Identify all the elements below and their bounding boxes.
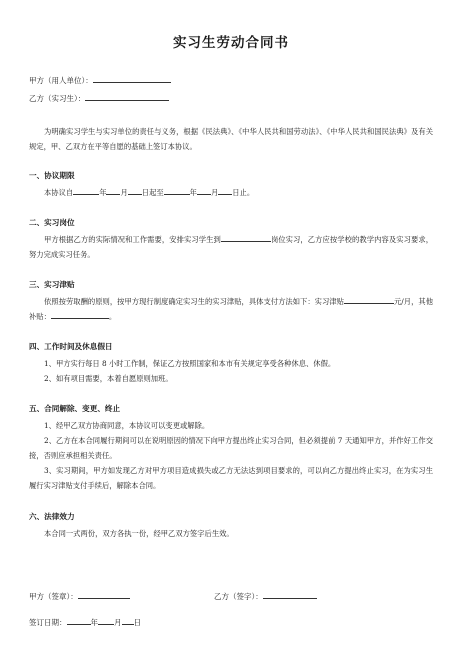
clause-paragraph: 1、经甲乙双方协商同意，本协议可以变更或解除。: [44, 421, 210, 430]
year-label: 年: [99, 188, 107, 197]
month-label: 月: [210, 188, 219, 197]
clause-paragraph: 本合同一式两份，双方各执一份，经甲乙双方签字后生效。: [44, 529, 234, 538]
allowance-amount-blank: [344, 295, 394, 304]
party-a-line: [29, 74, 433, 86]
allowance-text: 依照按劳取酬的原则，按甲方现行制度确定实习生的实习津贴，具体支付方法如下：实习津贴: [44, 297, 344, 306]
party-a-label: 甲方（用人单位）：: [29, 76, 93, 85]
party-b-signature: [214, 590, 317, 602]
clause-paragraph: 3、实习期间，甲方如发现乙方对甲方项目造成损失或乙方无法达到项目要求的，可以向乙方提出终止实习，在为实习生履行实习津贴支付手续后，解除本合同。: [29, 466, 433, 490]
section-working-hours: [29, 341, 433, 386]
sign-month-blank: [98, 616, 114, 625]
start-month-blank: [106, 186, 120, 195]
start-day-blank: [128, 186, 142, 195]
end-label: 日止。: [232, 188, 255, 197]
party-a-signature-label: 甲方（签章）：: [29, 592, 78, 601]
party-b-blank: [85, 92, 169, 101]
end-month-blank: [197, 186, 211, 195]
day-label: 日起至: [141, 188, 164, 197]
year-label: 年: [90, 618, 98, 627]
party-a-blank: [93, 74, 171, 83]
month-label: 月: [114, 618, 122, 627]
section-position: [29, 217, 433, 262]
start-year-blank: [73, 186, 99, 195]
signing-date-row: [29, 616, 433, 628]
party-b-signature-blank: [263, 590, 317, 599]
page-title: 实习生劳动合同书: [173, 35, 289, 51]
term-text: 本协议自: [44, 188, 74, 197]
position-text-after: 岗位实习，乙方应按学校的教学内容及实习要求，努力完成实习任务。: [29, 235, 434, 259]
section-term: [29, 170, 433, 200]
party-a-signature-blank: [78, 590, 130, 599]
month-label: 月: [120, 188, 128, 197]
section-heading: 四、工作时间及休息假日: [29, 342, 113, 351]
section-heading: 五、合同解除、变更、终止: [29, 404, 121, 413]
section-allowance: [29, 279, 433, 324]
allowance-paragraph: [29, 294, 433, 324]
section-heading: 三、实习津贴: [29, 280, 75, 289]
intro-paragraph: 为明确实习学生与实习单位的责任与义务，根据《民法典》、《中华人民共和国劳动法》、《中华人民共和国民法典》及有关规定，甲、乙双方在平等自愿的基础上签订本协议。: [29, 127, 433, 151]
party-b-line: [29, 92, 433, 104]
position-blank: [221, 233, 271, 242]
other-allowance-blank: [51, 310, 109, 319]
section-heading: 二、实习岗位: [29, 218, 75, 227]
section-heading: 六、法律效力: [29, 512, 75, 521]
party-b-label: 乙方（实习生）：: [29, 94, 86, 103]
party-b-signature-label: 乙方（签字）：: [214, 592, 263, 601]
term-paragraph: [29, 185, 433, 200]
sign-day-blank: [122, 616, 134, 625]
section-heading: 一、协议期限: [29, 171, 75, 180]
day-label: 日: [133, 618, 141, 627]
year-label: 年: [189, 188, 197, 197]
allowance-end: 。: [108, 312, 117, 321]
allowance-unit: 元/月，其他补贴：: [29, 297, 433, 321]
signing-date-label: 签订日期：: [29, 618, 67, 627]
clause-paragraph: 2、如有项目需要，本着自愿原则加班。: [44, 374, 173, 383]
sign-year-blank: [67, 616, 91, 625]
position-text: 甲方根据乙方的实际情况和工作需要，安排实习学生到: [44, 235, 221, 244]
clause-paragraph: 2、乙方在本合同履行期间可以在说明原因的情况下向甲方提出终止实习合同，但必须提前 7 天通知甲方，并作好工作交接，否则应承担相关责任。: [29, 436, 433, 460]
section-termination: [29, 403, 433, 493]
end-day-blank: [218, 186, 232, 195]
clause-paragraph: 1、甲方实行每日 8 小时工作制，保证乙方按照国家和本市有关规定享受各种休息、休假。: [44, 359, 336, 368]
signature-row: [29, 590, 433, 601]
position-paragraph: [29, 232, 433, 262]
end-year-blank: [164, 186, 190, 195]
party-a-signature: [29, 590, 130, 602]
section-legal-effect: [29, 511, 433, 541]
